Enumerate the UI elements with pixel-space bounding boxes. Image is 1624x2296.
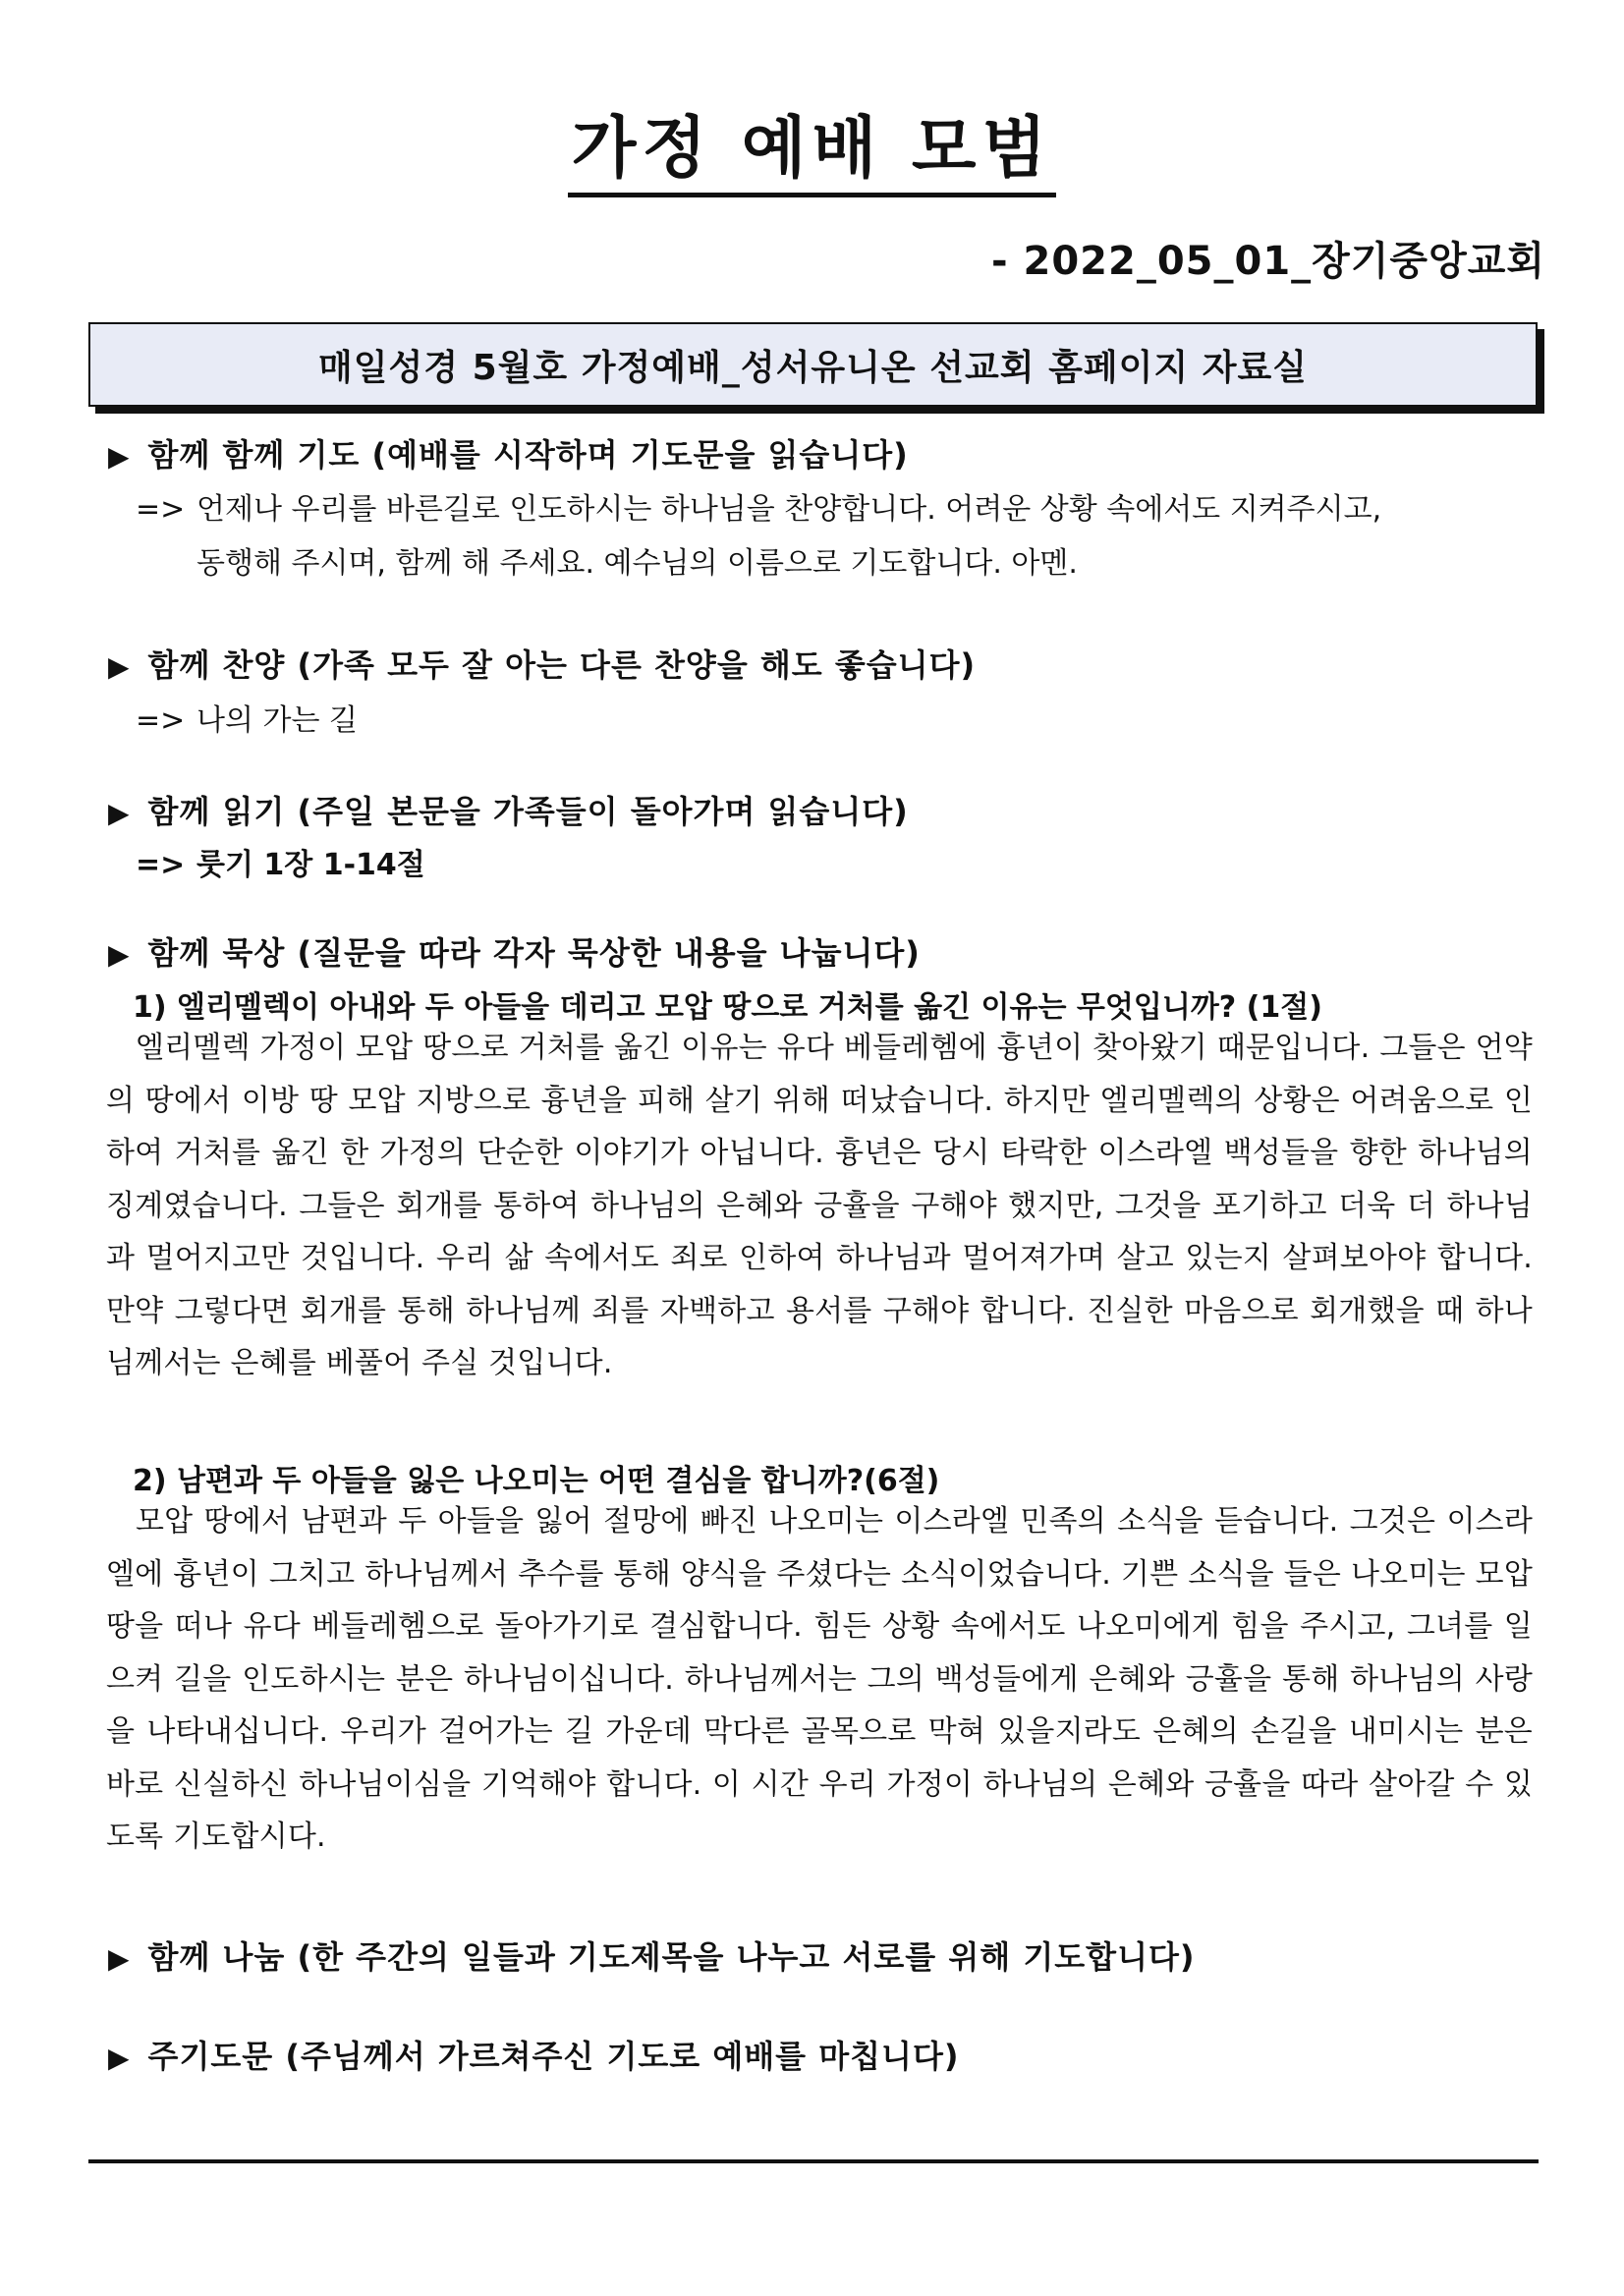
section-prayer-line2: 동행해 주시며, 함께 해 주세요. 예수님의 이름으로 기도합니다. 아멘.: [196, 546, 1078, 581]
section-sharing-heading: [108, 1932, 1196, 1978]
section-prayer-line1-text: 언제나 우리를 바른길로 인도하시는 하나님을 찬양합니다. 어려운 상황 속에서도 지켜주시고,: [196, 492, 1382, 527]
arrow-icon: =>: [136, 848, 186, 882]
page-title: [0, 110, 1624, 197]
arrow-icon: =>: [136, 492, 186, 527]
meditation-answer-1: 엘리멜렉 가정이 모압 땅으로 거처를 옮긴 이유는 유다 베들레헴에 흉년이 찾아왔기 때문입니다. 그들은 언약의 땅에서 이방 땅 모압 지방으로 흉년을 피해 살기 위해 떠났습니다. 하지만 엘리멜렉의 상황은 어려움으로 인하여 거처를 옮긴 한 가정의 단순한 이야기가 아닙니다. 흉년은 당시 타락한 이스라엘 백성들을 향한 하나님의 징계였습니다. 그들은 회개를 통하여 하나님의 은혜와 긍휼을 구해야 했지만, 그것을 포기하고 더욱 더 하나님과 멀어지고만 것입니다. 우리 삶 속에서도 죄로 인하여 하나님과 멀어져가며 살고 있는지 살펴보아야 합니다. 만약 그렇다면 회개를 통해 하나님께 죄를 자백하고 용서를 구해야 합니다. 진실한 마음으로 회개했을 때 하나님께서는 은혜를 베풀어 주실 것입니다.: [106, 1031, 1533, 1380]
section-praise-content-text: 나의 가는 길: [196, 703, 358, 738]
meditation-question-2: 2) 남편과 두 아들을 잃은 나오미는 어떤 결심을 합니까?(6절): [133, 1464, 940, 1498]
section-prayer-heading: [108, 430, 909, 476]
meditation-question-1: 1) 엘리멜렉이 아내와 두 아들을 데리고 모압 땅으로 거처를 옮긴 이유는 무엇입니까? (1절): [133, 990, 1322, 1025]
section-meditation-heading-text: 함께 묵상 (질문을 따라 각자 묵상한 내용을 나눕니다): [147, 934, 921, 972]
source-banner-text: 매일성경 5월호 가정예배_성서유니온 선교회 홈페이지 자료실: [317, 347, 1309, 388]
triangle-bullet-icon: ▶: [108, 650, 131, 683]
arrow-icon: =>: [136, 703, 186, 738]
triangle-bullet-icon: ▶: [108, 938, 131, 971]
page-title-text: 가정 예배 모범: [568, 113, 1056, 197]
section-meditation-heading: [108, 928, 921, 974]
source-banner: [88, 322, 1538, 407]
triangle-bullet-icon: ▶: [108, 440, 131, 473]
section-reading-heading: [108, 787, 909, 832]
section-reading-content: [136, 840, 425, 883]
section-reading-content-text: 룻기 1장 1-14절: [196, 848, 425, 882]
date-church-subtitle: - 2022_05_01_장기중앙교회: [990, 239, 1545, 284]
section-lords-prayer-heading: [108, 2032, 959, 2077]
section-praise-heading: [108, 641, 976, 686]
triangle-bullet-icon: ▶: [108, 797, 131, 829]
section-reading-heading-text: 함께 읽기 (주일 본문을 가족들이 돌아가며 읽습니다): [147, 793, 909, 830]
meditation-answer-2: 모압 땅에서 남편과 두 아들을 잃어 절망에 빠진 나오미는 이스라엘 민족의 소식을 듣습니다. 그것은 이스라엘에 흉년이 그치고 하나님께서 추수를 통해 양식을 주셨다는 소식이었습니다. 기쁜 소식을 들은 나오미는 모압 땅을 떠나 유다 베들레헴으로 돌아가기로 결심합니다. 힘든 상황 속에서도 나오미에게 힘을 주시고, 그녀를 일으켜 길을 인도하시는 분은 하나님이십니다. 하나님께서는 그의 백성들에게 은혜와 긍휼을 통해 하나님의 사랑을 나타내십니다. 우리가 걸어가는 길 가운데 막다른 골목으로 막혀 있을지라도 은혜의 손길을 내미시는 분은 바로 신실하신 하나님이심을 기억해야 합니다. 이 시간 우리 가정이 하나님의 은혜와 긍휼을 따라 살아갈 수 있도록 기도합시다.: [106, 1504, 1533, 1854]
triangle-bullet-icon: ▶: [108, 1942, 131, 1975]
footer-divider: [88, 2159, 1539, 2163]
triangle-bullet-icon: ▶: [108, 2042, 131, 2074]
section-sharing-heading-text: 함께 나눔 (한 주간의 일들과 기도제목을 나누고 서로를 위해 기도합니다): [147, 1938, 1196, 1976]
section-prayer-heading-text: 함께 함께 기도 (예배를 시작하며 기도문을 읽습니다): [147, 436, 909, 474]
section-prayer-line1: [136, 484, 1381, 528]
section-praise-heading-text: 함께 찬양 (가족 모두 잘 아는 다른 찬양을 해도 좋습니다): [147, 646, 977, 684]
section-praise-content: [136, 696, 358, 739]
section-lords-prayer-heading-text: 주기도문 (주님께서 가르쳐주신 기도로 예배를 마칩니다): [147, 2038, 960, 2075]
